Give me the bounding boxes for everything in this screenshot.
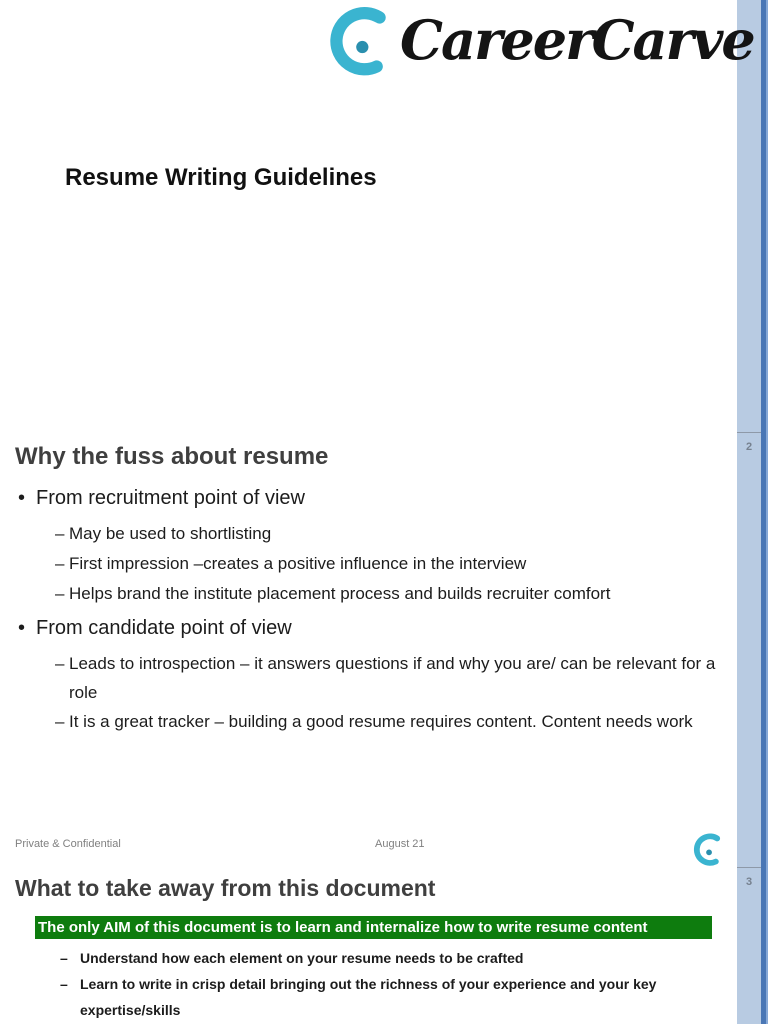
sub-bullet-item	[55, 707, 693, 736]
bullet-label: From recruitment point of view	[36, 487, 305, 509]
sub-bullet-text: Learn to write in crisp detail bringing out the richness of your experience and your key expertise/skills	[80, 976, 657, 1018]
page-divider	[737, 867, 761, 868]
sub-bullet-item	[60, 971, 728, 1023]
sub-bullet-item	[55, 579, 610, 608]
dash-glyph: –	[60, 950, 68, 966]
bullet-item	[18, 617, 292, 640]
careercarve-eye-icon-small	[690, 830, 724, 870]
slide1-title: Resume Writing Guidelines	[65, 164, 377, 191]
dash-glyph: –	[55, 654, 65, 673]
sub-bullet-item	[55, 519, 271, 548]
bullet-glyph: •	[18, 487, 26, 509]
bullet-item	[18, 487, 305, 510]
sub-bullet-item	[60, 945, 523, 971]
viewer-sidebar	[737, 0, 768, 1024]
page-number-3: 3	[745, 876, 753, 888]
page-divider	[737, 432, 761, 433]
page-number-2: 2	[745, 441, 753, 453]
brand-wordmark: CareerCarve	[400, 8, 754, 72]
sub-bullet-text: May be used to shortlisting	[69, 524, 272, 543]
dash-glyph: –	[60, 976, 68, 992]
sub-bullet-text: First impression –creates a positive influence in the interview	[69, 554, 527, 573]
dash-glyph: –	[55, 524, 65, 543]
slide2-heading: Why the fuss about resume	[15, 443, 329, 470]
bullet-glyph: •	[18, 617, 26, 639]
dash-glyph: –	[55, 712, 65, 731]
sub-bullet-text: It is a great tracker – building a good resume requires content. Content needs work	[69, 712, 693, 731]
sub-bullet-item	[55, 549, 526, 578]
sub-bullet-text: Helps brand the institute placement process and builds recruiter comfort	[69, 584, 611, 603]
bullet-label: From candidate point of view	[36, 617, 292, 639]
slide3-heading: What to take away from this document	[15, 875, 436, 901]
footer-date-label: August 21	[375, 838, 425, 850]
highlighted-aim-statement: The only AIM of this document is to learn and internalize how to write resume content	[35, 916, 712, 939]
footer-confidential-label: Private & Confidential	[15, 838, 121, 850]
dash-glyph: –	[55, 584, 65, 603]
dash-glyph: –	[55, 554, 65, 573]
sub-bullet-text: Leads to introspection – it answers questions if and why you are/ can be relevant for a role	[69, 654, 716, 702]
sub-bullet-text: Understand how each element on your resume needs to be crafted	[80, 950, 524, 966]
sub-bullet-item	[55, 649, 717, 707]
careercarve-eye-icon	[320, 6, 396, 78]
